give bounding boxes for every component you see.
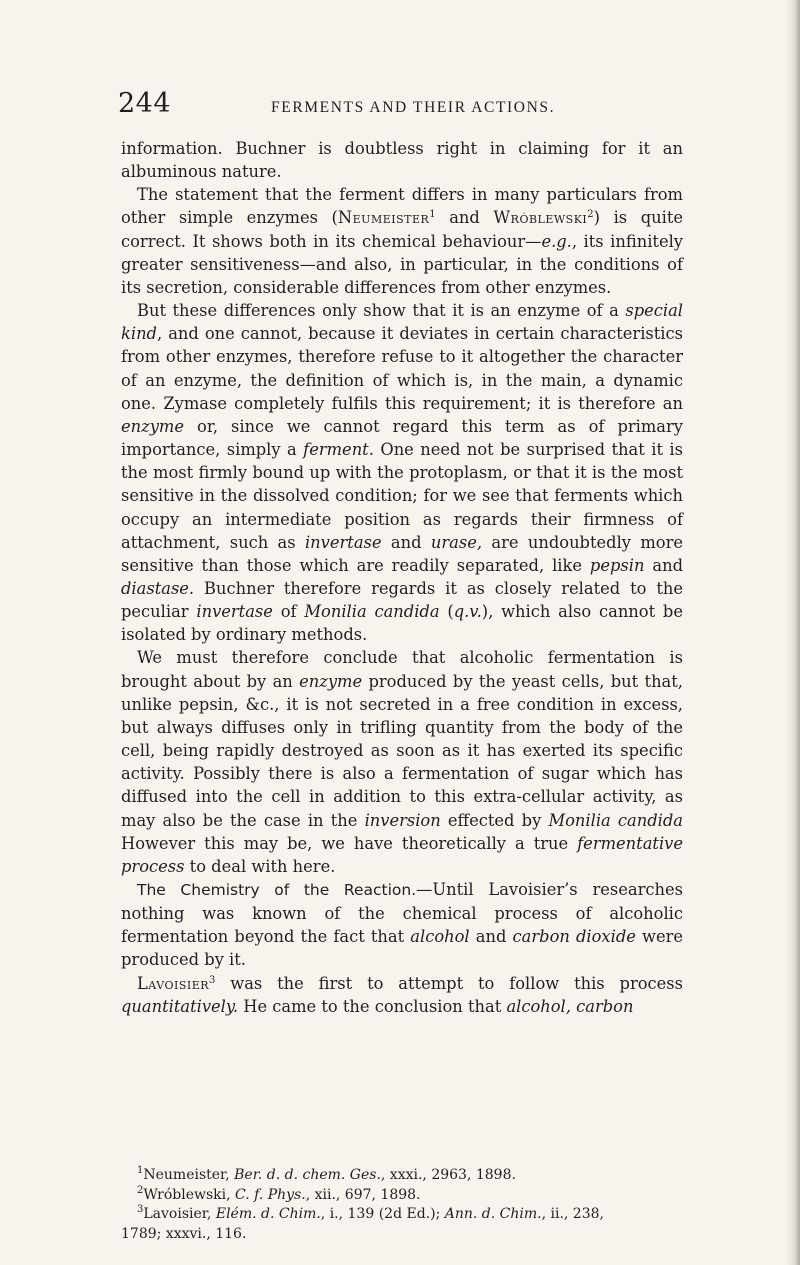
footnote-ref-3: 3 [209,974,216,986]
running-title: FERMENTS AND THEIR ACTIONS. [271,99,556,116]
footnote-3-continued: 1789; xxxvi., 116. [121,1225,247,1242]
author-neumeister: Neumeister [337,208,430,228]
paragraph-6: Lavoisier$^3$ was the first to attempt to follow this process quantitatively. He came to the conclusion that alcohol, carbon [121,973,683,1016]
footnote-ref-2: 2 [587,209,594,221]
body-text [121,137,683,1018]
paragraph-1: information. Buchner is doubtless right in claiming for it an albuminous nature. [121,139,683,182]
footnotes [121,1166,683,1244]
paragraph-3: But these differences only show that it is an enzyme of a special kind, and one cannot, because it deviates in certain characteristics from other enzymes, therefore refuse to it altogether the character of an enzyme, the definition of which is, in the main, a dynamic one. Zymase completely fulfils this requirement; it is therefore an enzyme or, since we cannot regard this term as of primary importance, simply a ferment. One need not be surprised that it is the most firmly bound up with the protoplasm, or that it is the most sensitive in the dissolved condition; for we see that ferments which occupy an intermediate position as regards their firmness of attachment, such as invertase and urase, are undoubtedly more sensitive than those which are readily separated, like pepsin and diastase. Buchner therefore regards it as closely related to the peculiar invertase of Monilia candida (q.v.), which also cannot be isolated by ordinary methods. [121,301,684,645]
author-wroblewski: Wróblewski [493,208,588,228]
paragraph-5: The Chemistry of the Reaction.—Until Lavoisier’s researches nothing was known of the chemical process of alcoholic fermentation beyond the fact that alcohol and carbon dioxide were produced by it. [121,880,684,970]
paragraph-4: We must therefore conclude that alcoholic fermentation is brought about by an enzyme produced by the yeast cells, but that, unlike pepsin, &c., it is not secreted in a free condition in excess, but always diffuses only in trifling quantity from the body of the cell, being rapidly destroyed as soon as it has exerted its specific activity. Possibly there is also a fermentation of sugar which has diffused into the cell in addition to this extra-cellular activity, as may also be the case in the inversion effected by Monilia candida However this may be, we have theoretically a true fermentative process to deal with here. [121,648,683,876]
page-edge-shadow [786,0,800,1265]
author-lavoisier: Lavoisier [137,973,210,993]
footnote-1: $^1$Neumeister, Ber. d. d. chem. Ges., xxxi., 2963, 1898. [137,1165,516,1183]
paragraph-2: The statement that the ferment differs in many particulars from other simple enzymes (Neumeister$^1$ and Wróblewski$^2$) is quite correct. It shows both in its chemical behaviour—e.g., its infinitely greater sensitiveness—and also, in particular, in the conditions of its secretion, considerable differences from other enzymes. [121,185,684,297]
footnote-2: $^2$Wróblewski, C. f. Phys., xii., 697, 1898. [137,1184,421,1203]
footnote-3: $^3$Lavoisier, Elém. d. Chim., i., 139 (2d Ed.); Ann. d. Chim., ii., 238, [137,1204,604,1222]
section-heading: The Chemistry of the Reaction. [137,881,417,899]
page-header [118,88,685,119]
page-number: 244 [118,88,172,119]
footnote-ref-1: 1 [429,209,436,221]
